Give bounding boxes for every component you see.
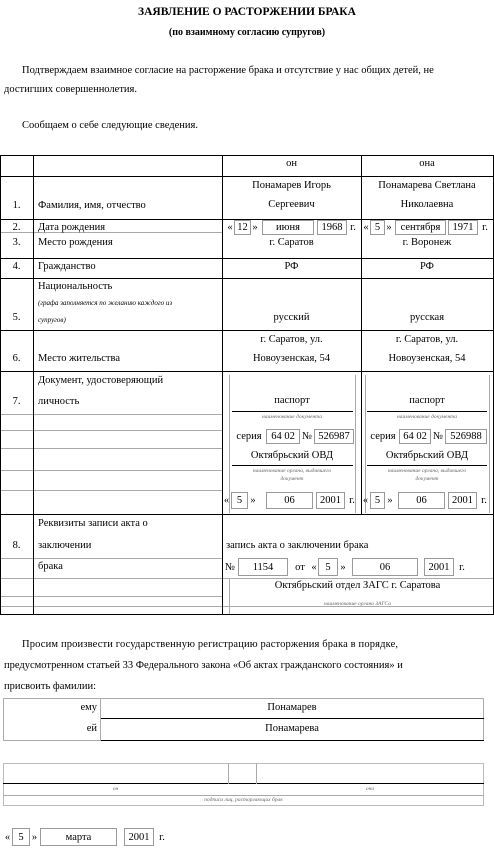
request-line-1: Просим произвести государственную регистрацию расторжения брака в порядке, xyxy=(22,639,399,650)
row-8-label-1: Реквизиты записи акта о xyxy=(38,518,148,529)
row-5-note-1: (графа заполняется по желанию каждого из xyxy=(38,299,173,307)
close-quote: » xyxy=(252,222,258,233)
year-suffix: г. xyxy=(481,495,487,506)
she-name-line-2: Николаевна xyxy=(400,199,454,210)
surname-her-label: ей xyxy=(86,723,97,734)
close-quote: » xyxy=(387,495,393,506)
he-issue-day: 5 xyxy=(231,492,248,509)
open-quote: « xyxy=(363,222,369,233)
doc-type-caption: наименование документа xyxy=(397,414,457,420)
marriage-year: 2001 xyxy=(424,558,454,576)
row-7-number: 7. xyxy=(12,396,21,407)
he-name-line-1: Понамарев Игорь xyxy=(252,180,331,191)
she-citizenship: РФ xyxy=(420,261,434,272)
org-caption-1: наименование органа, выдавшего xyxy=(387,468,467,474)
row-1-number: 1. xyxy=(12,200,21,211)
intro-line-2: достигших совершеннолетия. xyxy=(4,84,137,95)
she-series: 64 02 xyxy=(399,429,431,444)
she-address-line-2: Новоузенская, 54 xyxy=(388,353,466,364)
from-label: от xyxy=(295,561,305,573)
signature-she-caption: она xyxy=(365,786,375,792)
registry-office: Октябрьский отдел ЗАГС г. Саратова xyxy=(274,580,441,591)
row-6-number: 6. xyxy=(12,353,21,364)
year-suffix: г. xyxy=(159,831,165,843)
row-8-label-3: брака xyxy=(38,561,63,572)
he-issuing-org: Октябрьский ОВД xyxy=(250,450,334,461)
year-suffix: г. xyxy=(350,222,356,233)
she-issue-year: 2001 xyxy=(448,492,477,509)
row-2-label: Дата рождения xyxy=(38,222,106,233)
footer-day: 5 xyxy=(12,828,30,846)
row-8-label-2: заключении xyxy=(38,540,92,551)
footer-month: марта xyxy=(40,828,117,846)
row-4-number: 4. xyxy=(12,261,21,272)
open-quote: « xyxy=(223,495,230,506)
row-1-label: Фамилия, имя, отчество xyxy=(38,200,146,211)
year-suffix: г. xyxy=(459,561,465,573)
she-address-line-1: г. Саратов, ул. xyxy=(395,334,459,345)
open-quote: « xyxy=(4,831,11,843)
month-field: сентября xyxy=(395,220,446,235)
surname-him-value: Понамарев xyxy=(267,702,317,713)
day-field: 12 xyxy=(234,220,251,235)
intro-line-1: Подтверждаем взаимное согласие на расторжение брака и отсутствие у нас общих детей, не xyxy=(22,65,434,76)
he-doc-number: 526987 xyxy=(314,429,354,444)
row-5-note-2: супругов) xyxy=(38,316,66,324)
he-series: 64 02 xyxy=(266,429,300,444)
column-he-header: он xyxy=(286,158,297,169)
she-issuing-org: Октябрьский ОВД xyxy=(385,450,469,461)
series-label: серия xyxy=(370,431,396,442)
org-caption-2: документ xyxy=(280,476,304,482)
close-quote: » xyxy=(250,495,256,506)
row-7-label-2: личность xyxy=(38,396,80,407)
intro-line-3: Сообщаем о себе следующие сведения. xyxy=(22,120,198,131)
she-doc-number: 526988 xyxy=(445,429,487,444)
close-quote: » xyxy=(386,222,392,233)
he-address-line-2: Новоузенская, 54 xyxy=(252,353,331,364)
year-field: 1968 xyxy=(317,220,347,235)
marriage-day: 5 xyxy=(318,558,338,576)
column-she-header: она xyxy=(419,158,435,169)
he-name-line-2: Сергеевич xyxy=(268,199,315,210)
he-issue-year: 2001 xyxy=(316,492,345,509)
signatures-caption: подписи лиц, расторгающих брак xyxy=(204,797,283,803)
open-quote: « xyxy=(362,495,369,506)
close-quote: » xyxy=(31,831,38,843)
row-5-label: Национальность xyxy=(38,281,113,292)
row-3-number: 3. xyxy=(12,237,21,248)
she-nationality: русская xyxy=(409,312,445,323)
surname-him-label: ему xyxy=(80,702,97,713)
row-6-label: Место жительства xyxy=(38,353,120,364)
year-field: 1971 xyxy=(448,220,478,235)
record-number-label: № xyxy=(224,561,236,573)
series-label: серия xyxy=(236,431,262,442)
day-field: 5 xyxy=(370,220,385,235)
document-title: ЗАЯВЛЕНИЕ О РАСТОРЖЕНИИ БРАКА xyxy=(138,6,356,18)
she-issue-month: 06 xyxy=(398,492,445,509)
he-birthplace: г. Саратов xyxy=(269,237,314,248)
month-field: июня xyxy=(262,220,314,235)
year-suffix: г. xyxy=(482,222,488,233)
document-subtitle: (по взаимному согласию супругов) xyxy=(168,27,326,38)
row-2-number: 2. xyxy=(12,222,21,233)
registry-office-caption: наименование органа ЗАГСа xyxy=(324,601,391,607)
number-label: № xyxy=(432,431,444,442)
he-nationality: русский xyxy=(273,312,310,323)
surname-her-value: Понамарева xyxy=(265,723,319,734)
row-5-number: 5. xyxy=(12,312,21,323)
org-caption-1: наименование органа, выдавшего xyxy=(252,468,332,474)
org-caption-2: документ xyxy=(415,476,439,482)
open-quote: « xyxy=(227,222,233,233)
she-issue-day: 5 xyxy=(370,492,385,509)
she-name-line-1: Понамарева Светлана xyxy=(378,180,476,191)
request-line-2: предусмотренном статьей 33 Федерального закона «Об актах гражданского состояния» и xyxy=(4,660,403,671)
row-3-label: Место рождения xyxy=(38,237,113,248)
number-label: № xyxy=(301,431,313,442)
he-doc-type: паспорт xyxy=(274,395,310,406)
she-birthplace: г. Воронеж xyxy=(402,237,452,248)
request-line-3: присвоить фамилии: xyxy=(4,681,97,692)
close-quote: » xyxy=(340,561,346,573)
row-7-label-1: Документ, удостоверяющий xyxy=(38,375,164,386)
footer-year: 2001 xyxy=(124,828,154,846)
he-citizenship: РФ xyxy=(284,261,299,272)
signature-he-caption: он xyxy=(112,786,119,792)
marriage-month: 06 xyxy=(352,558,418,576)
he-issue-month: 06 xyxy=(266,492,313,509)
he-address-line-1: г. Саратов, ул. xyxy=(260,334,323,345)
open-quote: « xyxy=(311,561,317,573)
row-4-label: Гражданство xyxy=(38,261,96,272)
marriage-record-text: запись акта о заключении брака xyxy=(226,540,369,551)
record-number: 1154 xyxy=(238,558,288,576)
she-doc-type: паспорт xyxy=(409,395,445,406)
doc-type-caption: наименование документа xyxy=(262,414,322,420)
year-suffix: г. xyxy=(349,495,355,506)
row-8-number: 8. xyxy=(12,540,21,551)
